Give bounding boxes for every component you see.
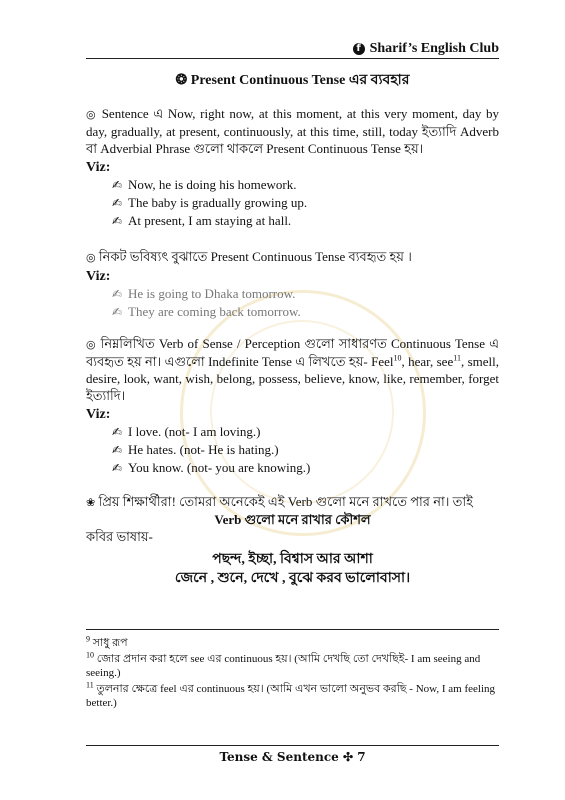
- footnotes: [86, 636, 499, 712]
- example-item: ✍ I love. (not- I am loving.): [112, 424, 261, 439]
- page-header: [86, 38, 499, 59]
- footnote-ref[interactable]: 10: [393, 353, 402, 363]
- section1-bullet-icon: ◎: [86, 108, 98, 121]
- example-list: [112, 285, 499, 321]
- heading-flower-icon: ❂: [175, 73, 188, 88]
- section-near-future: [86, 248, 499, 321]
- example-item: ✍ They are coming back tomorrow.: [112, 304, 301, 319]
- header-title: Sharif’s English Club: [369, 40, 499, 56]
- writing-hand-icon: ✍: [112, 196, 123, 210]
- poem-line-2: জেনে , শুনে, দেখে , বুঝে করব ভালোবাসা।: [174, 571, 411, 586]
- viz-label: Viz:: [86, 269, 111, 284]
- writing-hand-icon: ✍: [112, 178, 123, 192]
- section-verbs-of-sense: [86, 335, 499, 477]
- poem-line-1: পছন্দ, ইচ্ছা, বিশ্বাস আর আশা: [212, 552, 373, 567]
- footnote-item: $^9$ সাধু রূপ: [86, 634, 128, 649]
- writing-hand-icon: ✍: [112, 425, 123, 439]
- viz-label: Viz:: [86, 160, 111, 175]
- section3-paragraph: ◎ নিম্নলিখিত Verb of Sense / Perception গুলো সাধারণত Continuous Tense এ ব্যবহৃত হয় না। এগুলো Indefinite Tense এ লিখতে হয়- Feel$^{10}$, hear, see$^{11}$, smell, desire, look, want, wish, belong, possess, believe, know, like, remember, forget ইত্যাদি।: [86, 336, 500, 403]
- heading-text: Present Continuous Tense এর ব্যবহার: [190, 73, 410, 88]
- example-item: ✍ He hates. (not- He is hating.): [112, 442, 279, 457]
- footnote-ref[interactable]: 11: [453, 353, 461, 363]
- facebook-icon: f: [353, 43, 365, 55]
- writing-hand-icon: ✍: [112, 443, 123, 457]
- section1-paragraph: [86, 105, 499, 157]
- example-list: [112, 423, 499, 477]
- example-item: ✍ At present, I am staying at hall.: [112, 213, 292, 228]
- section3-bullet-icon: ◎: [86, 338, 97, 351]
- footnote-item: $^{11}$ তুলনার ক্ষেত্রে feel এর continuous হয়। (আমি এখন ভালো অনুভব করছি - Now, I am feeling better.): [86, 680, 496, 709]
- example-item: ✍ Now, he is doing his homework.: [112, 177, 297, 192]
- section1-text: Sentence এ Now, right now, at this moment, at this very moment, day by day, gradually, at present, continuously, at this time, still, today ইত্যাদি Adverb বা Adverbial Phrase গুলো থাকলে Present Continuous Tense হয়।: [86, 106, 500, 156]
- section4-poet-intro: কবির ভাষায়-: [86, 529, 153, 544]
- section-heading: [86, 72, 499, 89]
- example-item: ✍ You know. (not- you are knowing.): [112, 460, 311, 475]
- section-memory-trick: [86, 493, 499, 587]
- example-item: ✍ He is going to Dhaka tomorrow.: [112, 286, 296, 301]
- writing-hand-icon: ✍: [112, 305, 123, 319]
- writing-hand-icon: ✍: [112, 214, 123, 228]
- viz-label: Viz:: [86, 407, 111, 422]
- section4-line1: ❀ প্রিয় শিক্ষার্থীরা! তোমরা অনেকেই এই Verb গুলো মনে রাখতে পার না। তাই: [86, 494, 473, 509]
- section2-paragraph: [86, 248, 499, 266]
- example-item: ✍ The baby is gradually growing up.: [112, 195, 308, 210]
- section4-subtitle: Verb গুলো মনে রাখার কৌশল: [214, 512, 371, 527]
- footnote-item: $^{10}$ জোর প্রদান করা হলে see এর continuous হয়। (আমি দেখছি তো দেখছিই- I am seeing and seeing.): [86, 650, 481, 679]
- footnote-divider: [86, 629, 499, 630]
- example-list: [112, 176, 499, 230]
- writing-hand-icon: ✍: [112, 287, 123, 301]
- section2-text: নিকট ভবিষ্যৎ বুঝাতে Present Continuous Tense ব্যবহৃত হয় ।: [98, 249, 412, 264]
- section2-bullet-icon: ◎: [86, 251, 96, 264]
- page-content: [86, 72, 499, 587]
- page-footer: Tense & Sentence ✣ 7: [86, 745, 499, 764]
- writing-hand-icon: ✍: [112, 461, 123, 475]
- section-adverbs: [86, 105, 499, 230]
- flower-icon: ❀: [86, 496, 96, 509]
